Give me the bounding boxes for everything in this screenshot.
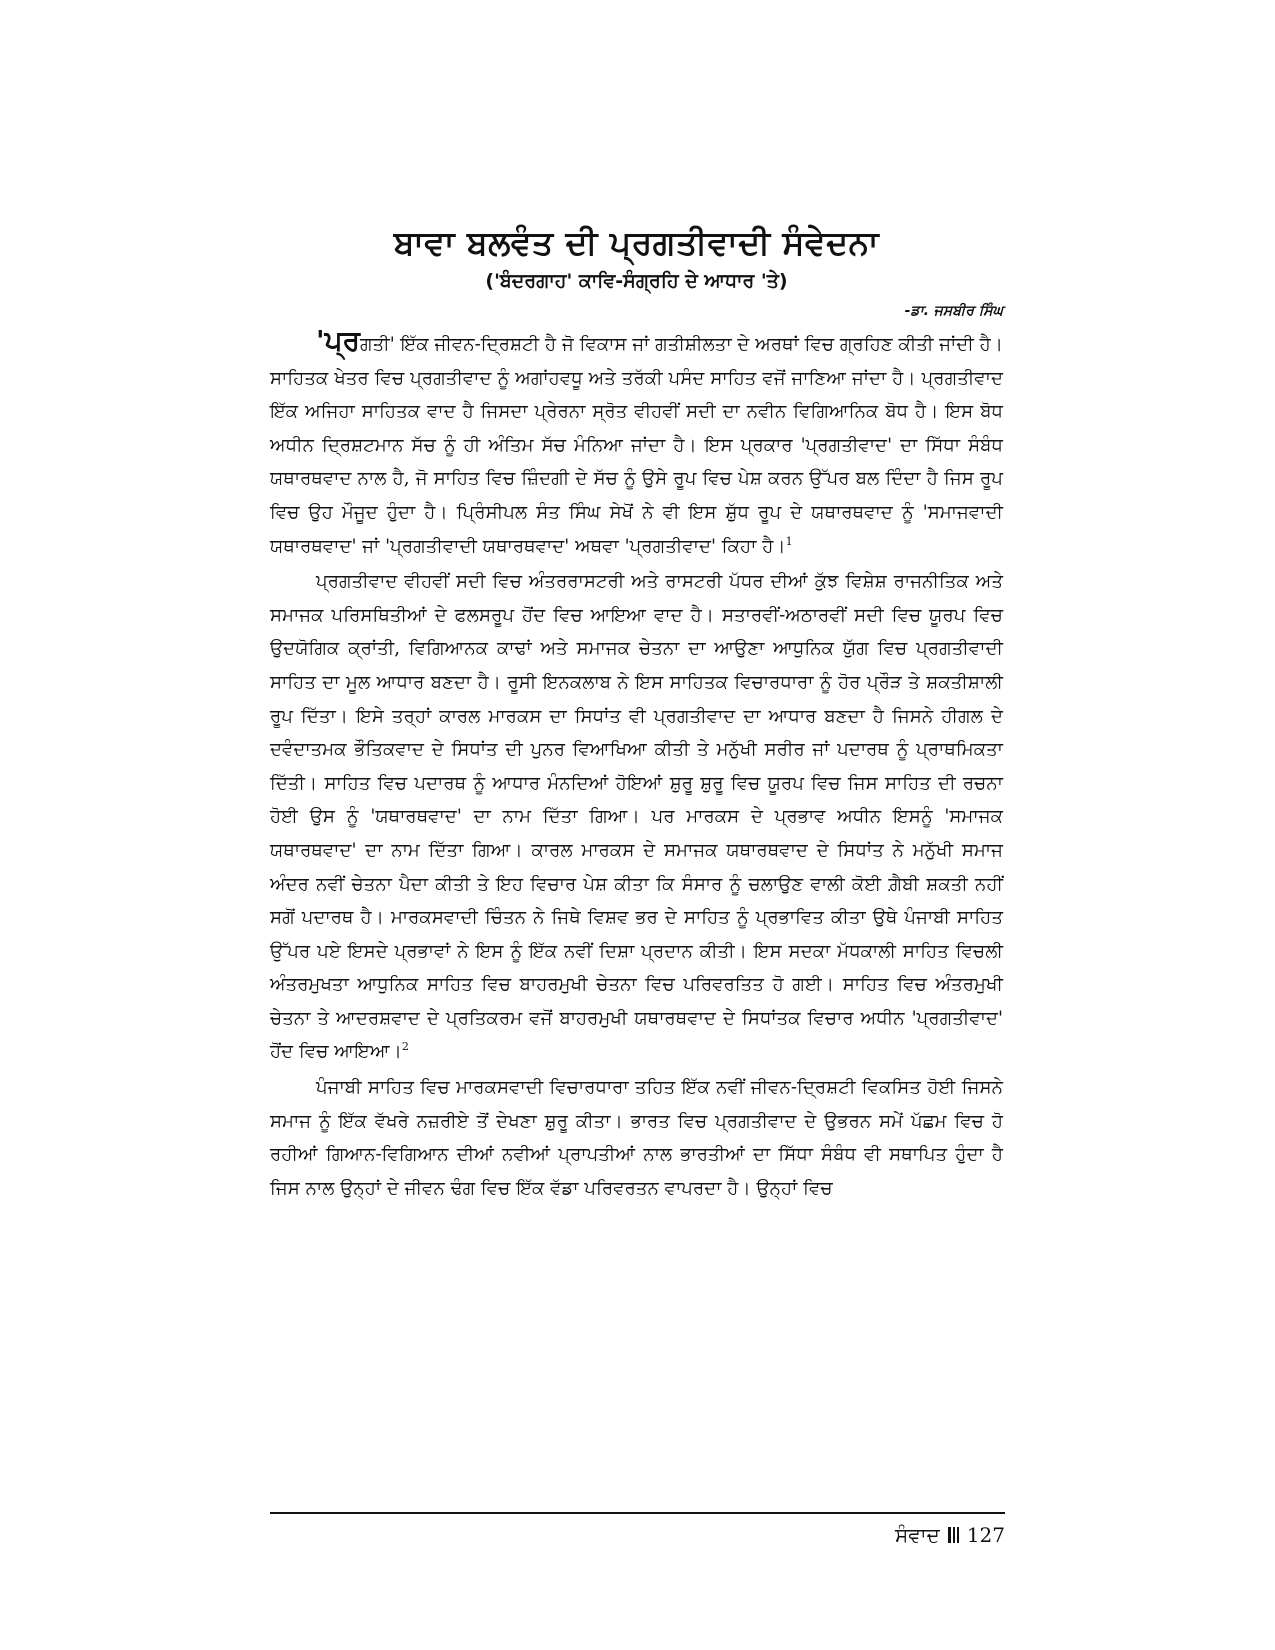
paragraph-3 xyxy=(270,1071,1003,1205)
paragraph-text: ਪ੍ਰਗਤੀਵਾਦ ਵੀਹਵੀਂ ਸਦੀ ਵਿਚ ਅੰਤਰਰਾਸਟਰੀ ਅਤੇ ਰਾਸਟਰੀ ਪੱਧਰ ਦੀਆਂ ਕੁੱਝ ਵਿਸ਼ੇਸ਼ ਰਾਜਨੀਤਿਕ ਅਤੇ ਸਮਾਜਕ ਪਰਿਸਥਿਤੀਆਂ ਦੇ ਫਲਸਰੂਪ ਹੋਂਦ ਵਿਚ ਆਇਆ ਵਾਦ ਹੈ। ਸਤਾਰਵੀਂ-ਅਠਾਰਵੀਂ ਸਦੀ ਵਿਚ ਯੂਰਪ ਵਿਚ ਉਦਯੋਗਿਕ ਕ੍ਰਾਂਤੀ, ਵਿਗਿਆਨਕ ਕਾਢਾਂ ਅਤੇ ਸਮਾਜਕ ਚੇਤਨਾ ਦਾ ਆਉਣਾ ਆਧੁਨਿਕ ਯੁੱਗ ਵਿਚ ਪ੍ਰਗਤੀਵਾਦੀ ਸਾਹਿਤ ਦਾ ਮੂਲ ਆਧਾਰ ਬਣਦਾ ਹੈ। ਰੂਸੀ ਇਨਕਲਾਬ ਨੇ ਇਸ ਸਾਹਿਤਕ ਵਿਚਾਰਧਾਰਾ ਨੂੰ ਹੋਰ ਪ੍ਰੌੜ ਤੇ ਸ਼ਕਤੀਸ਼ਾਲੀ ਰੂਪ ਦਿੱਤਾ। ਇਸੇ ਤਰ੍ਹਾਂ ਕਾਰਲ ਮਾਰਕਸ ਦਾ ਸਿਧਾਂਤ ਵੀ ਪ੍ਰਗਤੀਵਾਦ ਦਾ ਆਧਾਰ ਬਣਦਾ ਹੈ ਜਿਸਨੇ ਹੀਗਲ ਦੇ ਦਵੰਦਾਤਮਕ ਭੌਤਿਕਵਾਦ ਦੇ ਸਿਧਾਂਤ ਦੀ ਪੁਨਰ ਵਿਆਖਿਆ ਕੀਤੀ ਤੇ ਮਨੁੱਖੀ ਸਰੀਰ ਜਾਂ ਪਦਾਰਥ ਨੂੰ ਪ੍ਰਾਥਮਿਕਤਾ ਦਿੱਤੀ। ਸਾਹਿਤ ਵਿਚ ਪਦਾਰਥ ਨੂੰ ਆਧਾਰ ਮੰਨਦਿਆਂ ਹੋਇਆਂ ਸ਼ੁਰੂ ਸ਼ੁਰੂ ਵਿਚ ਯੂਰਪ ਵਿਚ ਜਿਸ ਸਾਹਿਤ ਦੀ ਰਚਨਾ ਹੋਈ ਉਸ ਨੂੰ 'ਯਥਾਰਥਵਾਦ' ਦਾ ਨਾਮ ਦਿੱਤਾ ਗਿਆ। ਪਰ ਮਾਰਕਸ ਦੇ ਪ੍ਰਭਾਵ ਅਧੀਨ ਇਸਨੂੰ 'ਸਮਾਜਕ ਯਥਾਰਥਵਾਦ' ਦਾ ਨਾਮ ਦਿੱਤਾ ਗਿਆ। ਕਾਰਲ ਮਾਰਕਸ ਦੇ ਸਮਾਜਕ ਯਥਾਰਥਵਾਦ ਦੇ ਸਿਧਾਂਤ ਨੇ ਮਨੁੱਖੀ ਸਮਾਜ ਅੰਦਰ ਨਵੀਂ ਚੇਤਨਾ ਪੈਦਾ ਕੀਤੀ ਤੇ ਇਹ ਵਿਚਾਰ ਪੇਸ਼ ਕੀਤਾ ਕਿ ਸੰਸਾਰ ਨੂੰ ਚਲਾਉਣ ਵਾਲੀ ਕੋਈ ਗ਼ੈਬੀ ਸ਼ਕਤੀ ਨਹੀਂ ਸਗੋਂ ਪਦਾਰਥ ਹੈ। ਮਾਰਕਸਵਾਦੀ ਚਿੰਤਨ ਨੇ ਜਿਥੇ ਵਿਸ਼ਵ ਭਰ ਦੇ ਸਾਹਿਤ ਨੂੰ ਪ੍ਰਭਾਵਿਤ ਕੀਤਾ ਉਥੇ ਪੰਜਾਬੀ ਸਾਹਿਤ ਉੱਪਰ ਪਏ ਇਸਦੇ ਪ੍ਰਭਾਵਾਂ ਨੇ ਇਸ ਨੂੰ ਇੱਕ ਨਵੀਂ ਦਿਸ਼ਾ ਪ੍ਰਦਾਨ ਕੀਤੀ। ਇਸ ਸਦਕਾ ਮੱਧਕਾਲੀ ਸਾਹਿਤ ਵਿਚਲੀ ਅੰਤਰਮੁਖਤਾ ਆਧੁਨਿਕ ਸਾਹਿਤ ਵਿਚ ਬਾਹਰਮੁਖੀ ਚੇਤਨਾ ਵਿਚ ਪਰਿਵਰਤਿਤ ਹੋ ਗਈ। ਸਾਹਿਤ ਵਿਚ ਅੰਤਰਮੁਖੀ ਚੇਤਨਾ ਤੇ ਆਦਰਸ਼ਵਾਦ ਦੇ ਪ੍ਰਤਿਕਰਮ ਵਜੋਂ ਬਾਹਰਮੁਖੀ ਯਥਾਰਥਵਾਦ ਦੇ ਸਿਧਾਂਤਕ ਵਿਚਾਰ ਅਧੀਨ 'ਪ੍ਰਗਤੀਵਾਦ' ਹੋਂਦ ਵਿਚ ਆਇਆ। xyxy=(270,571,1003,1063)
footnote-marker: 1 xyxy=(785,534,793,548)
journal-name: ਸੰਵਾਦ xyxy=(895,1523,940,1547)
article-page xyxy=(270,220,1003,1500)
article-subtitle: ('ਬੰਦਰਗਾਹ' ਕਾਵਿ-ਸੰਗ੍ਰਹਿ ਦੇ ਆਧਾਰ 'ਤੇ) xyxy=(485,270,788,292)
article-author: -ਡਾ. ਜਸਬੀਰ ਸਿੰਘ xyxy=(904,303,1003,319)
paragraph-text: ਪੰਜਾਬੀ ਸਾਹਿਤ ਵਿਚ ਮਾਰਕਸਵਾਦੀ ਵਿਚਾਰਧਾਰਾ ਤਹਿਤ ਇੱਕ ਨਵੀਂ ਜੀਵਨ-ਦ੍ਰਿਸ਼ਟੀ ਵਿਕਸਿਤ ਹੋਈ ਜਿਸਨੇ ਸਮਾਜ ਨੂੰ ਇੱਕ ਵੱਖਰੇ ਨਜ਼ਰੀਏ ਤੋਂ ਦੇਖਣਾ ਸ਼ੁਰੂ ਕੀਤਾ। ਭਾਰਤ ਵਿਚ ਪ੍ਰਗਤੀਵਾਦ ਦੇ ਉਭਰਨ ਸਮੇਂ ਪੱਛਮ ਵਿਚ ਹੋ ਰਹੀਆਂ ਗਿਆਨ-ਵਿਗਿਆਨ ਦੀਆਂ ਨਵੀਆਂ ਪ੍ਰਾਪਤੀਆਂ ਨਾਲ ਭਾਰਤੀਆਂ ਦਾ ਸਿੱਧਾ ਸੰਬੰਧ ਵੀ ਸਥਾਪਿਤ ਹੁੰਦਾ ਹੈ ਜਿਸ ਨਾਲ ਉਨ੍ਹਾਂ ਦੇ ਜੀਵਨ ਢੰਗ ਵਿਚ ਇੱਕ ਵੱਡਾ ਪਰਿਵਰਤਨ ਵਾਪਰਦਾ ਹੈ। ਉਨ੍ਹਾਂ ਵਿਚ xyxy=(270,1077,1003,1199)
footer-rule xyxy=(270,1512,1005,1514)
paragraph-1 xyxy=(270,324,1004,563)
article-title: ਬਾਵਾ ਬਲਵੰਤ ਦੀ ਪ੍ਰਗਤੀਵਾਦੀ ਸੰਵੇਦਨਾ xyxy=(393,223,880,262)
page-number: 127 xyxy=(966,1523,1005,1547)
drop-cap: 'ਪ੍ਰ xyxy=(316,324,360,357)
paragraph-text: ਗਤੀ' ਇੱਕ ਜੀਵਨ-ਦ੍ਰਿਸ਼ਟੀ ਹੈ ਜੋ ਵਿਕਾਸ ਜਾਂ ਗਤੀਸ਼ੀਲਤਾ ਦੇ ਅਰਥਾਂ ਵਿਚ ਗ੍ਰਹਿਣ ਕੀਤੀ ਜਾਂਦੀ ਹੈ। ਸਾਹਿਤਕ ਖੇਤਰ ਵਿਚ ਪ੍ਰਗਤੀਵਾਦ ਨੂੰ ਅਗਾਂਹਵਧੂ ਅਤੇ ਤਰੱਕੀ ਪਸੰਦ ਸਾਹਿਤ ਵਜੋਂ ਜਾਣਿਆ ਜਾਂਦਾ ਹੈ। ਪ੍ਰਗਤੀਵਾਦ ਇੱਕ ਅਜਿਹਾ ਸਾਹਿਤਕ ਵਾਦ ਹੈ ਜਿਸਦਾ ਪ੍ਰੇਰਨਾ ਸ੍ਰੋਤ ਵੀਹਵੀਂ ਸਦੀ ਦਾ ਨਵੀਨ ਵਿਗਿਆਨਿਕ ਬੋਧ ਹੈ। ਇਸ ਬੋਧ ਅਧੀਨ ਦ੍ਰਿਸ਼ਟਮਾਨ ਸੱਚ ਨੂੰ ਹੀ ਅੰਤਿਮ ਸੱਚ ਮੰਨਿਆ ਜਾਂਦਾ ਹੈ। ਇਸ ਪ੍ਰਕਾਰ 'ਪ੍ਰਗਤੀਵਾਦ' ਦਾ ਸਿੱਧਾ ਸੰਬੰਧ ਯਥਾਰਥਵਾਦ ਨਾਲ ਹੈ, ਜੋ ਸਾਹਿਤ ਵਿਚ ਜ਼ਿੰਦਗੀ ਦੇ ਸੱਚ ਨੂੰ ਉਸੇ ਰੂਪ ਵਿਚ ਪੇਸ਼ ਕਰਨ ਉੱਪਰ ਬਲ ਦਿੰਦਾ ਹੈ ਜਿਸ ਰੂਪ ਵਿਚ ਉਹ ਮੌਜੂਦ ਹੁੰਦਾ ਹੈ। ਪ੍ਰਿੰਸੀਪਲ ਸੰਤ ਸਿੰਘ ਸੇਖੋਂ ਨੇ ਵੀ ਇਸ ਸ਼ੁੱਧ ਰੂਪ ਦੇ ਯਥਾਰਥਵਾਦ ਨੂੰ 'ਸਮਾਜਵਾਦੀ ਯਥਾਰਥਵਾਦ' ਜਾਂ 'ਪ੍ਰਗਤੀਵਾਦੀ ਯਥਾਰਥਵਾਦ' ਅਥਵਾ 'ਪ੍ਰਗਤੀਵਾਦ' ਕਿਹਾ ਹੈ। xyxy=(270,334,1004,557)
footnote-marker: 2 xyxy=(401,1040,409,1054)
article-body xyxy=(270,324,1004,1205)
page-footer xyxy=(895,1520,1005,1550)
paragraph-2 xyxy=(270,565,1003,1069)
separator-bars-icon xyxy=(948,1527,959,1543)
